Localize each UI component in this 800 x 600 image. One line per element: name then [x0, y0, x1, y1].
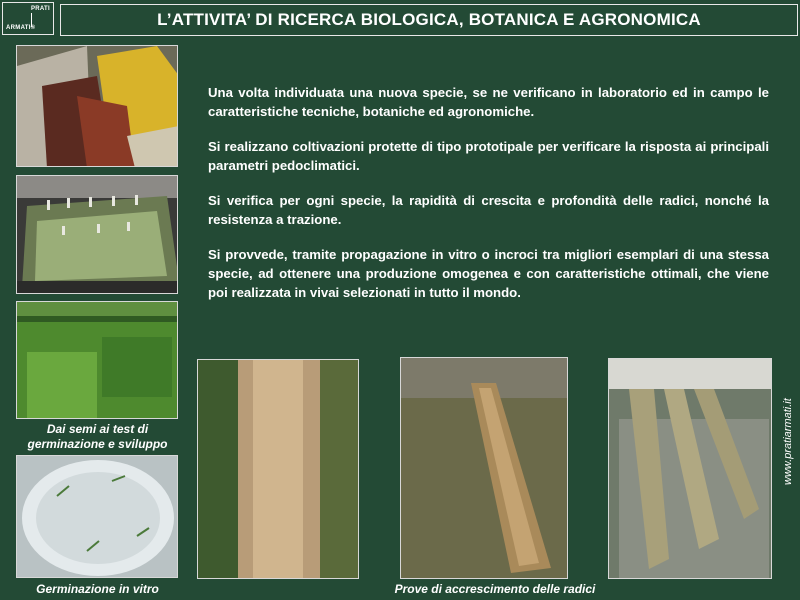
paragraph-1: Una volta individuata una nuova specie, se ne verificano in laboratorio ed in campo le caratteristiche tecniche, botaniche ed agronomiche.: [208, 85, 769, 119]
logo: [2, 2, 54, 35]
root-column-photo: [197, 359, 359, 579]
in-vitro-photo: [16, 455, 178, 578]
root-samples-photo: [608, 358, 772, 579]
website-url: www.pratiarmati.it: [782, 398, 794, 485]
logo-top-text: PRATI: [30, 6, 50, 12]
caption-vitro: Germinazione in vitro: [36, 582, 159, 596]
caption-radici: Prove di accrescimento delle radici: [394, 582, 596, 596]
logo-bottom-text: ARMATI®: [6, 25, 36, 31]
seed-bags-photo: [16, 45, 178, 167]
paragraph-3: Si verifica per ogni specie, la rapidità di crescita e profondità delle radici, nonché la resistenza a trazione.: [208, 193, 769, 227]
grass-seedlings-photo: [16, 301, 178, 419]
paragraph-2: Si realizzano coltivazioni protette di tipo prototipale per verificare la risposta ai principali parametri pedoclimatici.: [208, 139, 769, 173]
seedling-trays-photo: [16, 175, 178, 294]
body-text: [208, 83, 769, 318]
root-mass-field-photo: [400, 357, 568, 579]
title-box: [60, 4, 798, 36]
caption-semi: Dai semi ai test di germinazione e sviluppo: [27, 422, 168, 451]
page-title: L’ATTIVITA’ DI RICERCA BIOLOGICA, BOTANICA E AGRONOMICA: [157, 10, 701, 29]
paragraph-4: Si provvede, tramite propagazione in vitro o incroci tra migliori esemplari di una stessa specie, ad ottenere una produzione omogenea e con caratteristiche ottimali, che viene poi realizzata in vivai selezionati in tutto il mondo.: [208, 247, 769, 300]
